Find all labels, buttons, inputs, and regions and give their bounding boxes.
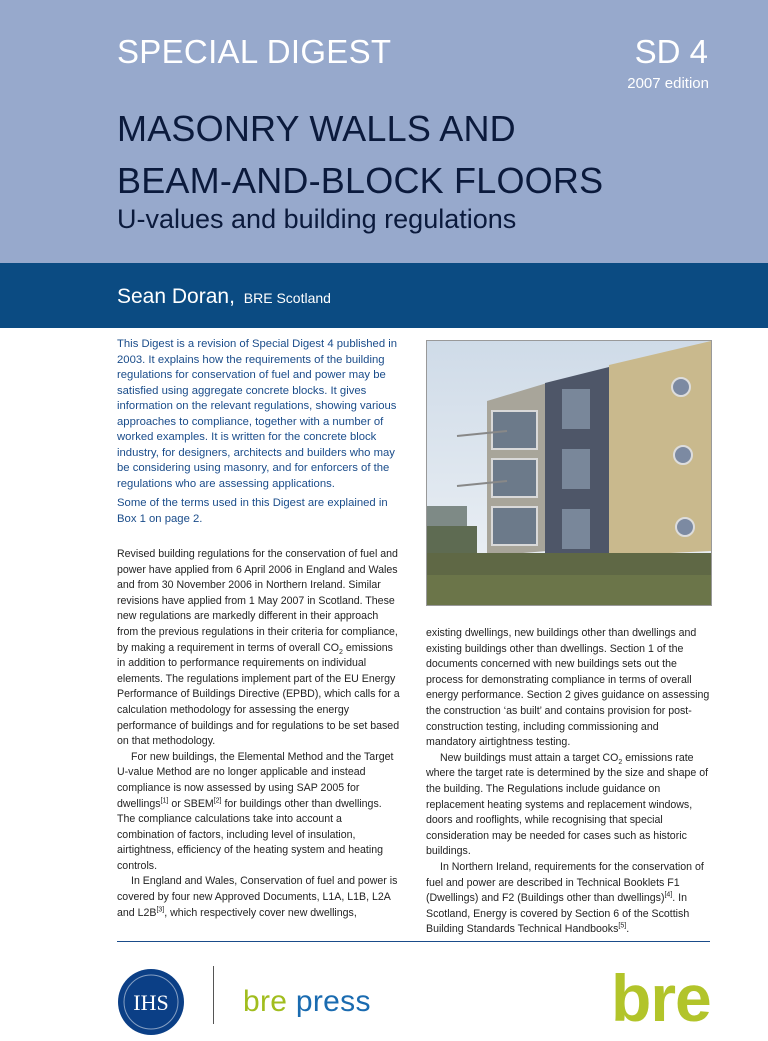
author-name: Sean Doran, [117, 285, 235, 308]
building-photo [426, 340, 712, 606]
header-band [0, 0, 768, 263]
author-line [117, 285, 331, 309]
ihs-logo [117, 968, 185, 1036]
body-column-left [117, 547, 401, 921]
author-org: BRE Scotland [243, 290, 331, 306]
svg-text:IHS: IHS [133, 990, 169, 1015]
logo-divider [213, 966, 214, 1024]
body-paragraph: For new buildings, the Elemental Method and the Target U-value Method are no longer applicable and instead compliance is now assessed by using SAP 2005 for dwellings[1] or SBEM[2] for buildings other than dwellings. The compliance calculations take into account a combination of factors, including level of insulation, airtightness, efficiency of the heating system and heating controls. [117, 750, 394, 872]
bre-press-logo: bre press [243, 985, 371, 1018]
body-paragraph: In Northern Ireland, requirements for the conservation of fuel and power are described in Technical Booklets F1 (Dwellings) and F2 (Buildings other than dwellings)[4]. In Scotland, Energy is covered by Section 6 of the Scottish Building Standards Technical Handbooks[5]. [426, 860, 704, 936]
body-paragraph: New buildings must attain a target $CO_2$ emissions rate where the target rate is determined by the size and shape of the building. The Regulations include guidance on replacement heating systems and replacement windows, doors and rooflights, while recognising that special consideration may be needed for cases such as historic buildings. [426, 751, 709, 858]
intro-summary [117, 337, 401, 531]
intro-terms-note: Some of the terms used in this Digest are explained in Box 1 on page 2. [117, 497, 388, 525]
page-title [117, 103, 603, 207]
title-line-2: BEAM-AND-BLOCK FLOORS [117, 160, 604, 201]
title-line-1: MASONRY WALLS AND [117, 108, 516, 149]
intro-paragraph: This Digest is a revision of Special Digest 4 published in 2003. It explains how the requirements of the building regulations for conservation of fuel and power may be satisfied using aggregate concrete blocks. It gives information on the relevant regulations, showing various approaches to compliance, together with a number of worked examples. It is written for the concrete block industry, for designers, architects and builders who may be considering using masonry, and for enforcers of the regulations who are assessing applications. [117, 338, 398, 490]
digest-code: SD 4 [634, 33, 708, 70]
page-subtitle: U-values and building regulations [117, 204, 517, 234]
author-band [0, 263, 768, 328]
edition-label: 2007 edition [627, 75, 709, 92]
body-paragraph: existing dwellings, new buildings other than dwellings and existing buildings other than dwellings. Section 1 of the documents concerned with new buildings sets out the process for demonstrating compliance in terms of overall energy performance. Section 2 gives guidance on assessing the construction ‘as built’ and contains provision for post-construction testing, including commissioning and mandatory airtightness testing. [426, 627, 710, 749]
body-column-right [426, 626, 711, 938]
bre-logo: bre [611, 961, 711, 1035]
series-label: SPECIAL DIGEST [117, 33, 392, 70]
building-illustration [427, 341, 711, 605]
body-paragraph: In England and Wales, Conservation of fuel and power is covered by four new Approved Documents, L1A, L1B, L2A and L2B[3], which respectively cover new dwellings, [117, 875, 398, 919]
footer-rule [117, 941, 710, 942]
body-paragraph: Revised building regulations for the conservation of fuel and power have applied from 6 April 2006 in England and Wales and from 30 November 2006 in Northern Ireland. Similar revisions have applied from 1 May 2007 in Scotland. These new regulations are markedly different in their approach from the previous regulations in their criteria for compliance, by making a requirement in terms of overall $CO_2$ emissions in addition to performance requirements on individual elements. The regulations implement part of the EU Energy Performance of Buildings Directive (EPBD), which calls for a calculation methodology for assessing the energy performance of buildings and for regulations to be set based on that methodology. [117, 548, 400, 748]
